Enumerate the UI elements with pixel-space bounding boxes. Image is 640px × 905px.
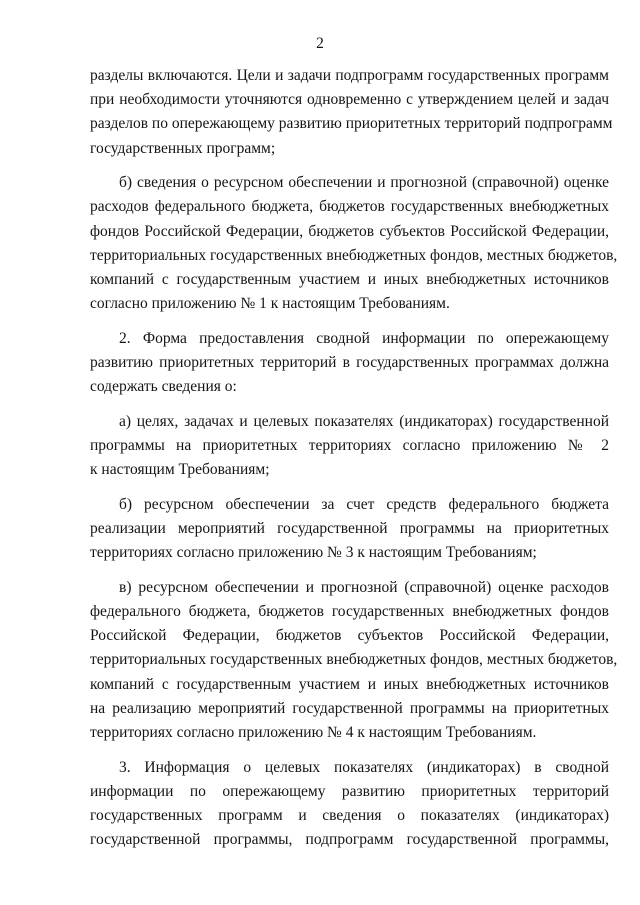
- text-line: развитию приоритетных территорий в государственных программах должна: [90, 354, 609, 372]
- text-line: федерального бюджета, бюджетов государственных внебюджетных фондов: [90, 603, 609, 621]
- paragraph: [90, 576, 618, 745]
- paragraph: [90, 756, 609, 853]
- text-line: разделов по опережающему развитию приоритетных территорий подпрограмм: [90, 115, 613, 133]
- text-line: Российской Федерации, бюджетов субъектов Российской Федерации,: [90, 627, 609, 645]
- text-line: территориальных государственных внебюджетных фондов, местных бюджетов,: [90, 246, 618, 264]
- text-line: фондов Российской Федерации, бюджетов субъектов Российской Федерации,: [90, 222, 609, 240]
- text-line: б) ресурсном обеспечении за счет средств федерального бюджета: [119, 495, 609, 513]
- text-line: а) целях, задачах и целевых показателях (индикаторах) государственной: [119, 412, 609, 430]
- document-body: [90, 64, 618, 852]
- text-line: реализации мероприятий государственной программы на приоритетных: [90, 520, 609, 538]
- paragraph: [90, 327, 609, 400]
- text-line: к настоящим Требованиям;: [90, 461, 270, 479]
- text-line: б) сведения о ресурсном обеспечении и прогнозной (справочной) оценке: [119, 174, 609, 192]
- text-line: информации по опережающему развитию приоритетных территорий: [90, 782, 609, 800]
- text-line: расходов федерального бюджета, бюджетов государственных внебюджетных: [90, 198, 609, 216]
- paragraph-gap: [90, 565, 609, 575]
- paragraph-gap: [90, 316, 609, 326]
- text-line: разделы включаются. Цели и задачи подпрограмм государственных программ: [90, 67, 609, 84]
- paragraph: [90, 410, 609, 483]
- text-line: при необходимости уточняются одновременно с утверждением целей и задач: [90, 91, 609, 109]
- text-line: на реализацию мероприятий государственной программы на приоритетных: [90, 699, 609, 717]
- page-number: 2: [316, 35, 324, 52]
- paragraph: [90, 493, 609, 566]
- paragraph-gap: [90, 745, 609, 755]
- paragraph-gap: [90, 399, 609, 409]
- text-line: компаний с государственным участием и иных внебюджетных источников: [90, 675, 609, 693]
- text-line: государственных программ и сведения о показателях (индикаторах): [90, 807, 609, 825]
- text-line: государственной программы, подпрограмм государственной программы,: [90, 831, 609, 849]
- paragraph-gap: [90, 161, 609, 171]
- text-line: компаний с государственным участием и иных внебюджетных источников: [90, 271, 609, 289]
- paragraph: [90, 64, 613, 161]
- text-line: 2. Форма предоставления сводной информации по опережающему: [119, 329, 609, 347]
- text-line: 3. Информация о целевых показателях (индикаторах) в сводной: [119, 758, 609, 776]
- text-line: программы на приоритетных территориях согласно приложению № 2: [90, 437, 609, 455]
- text-line: территориальных государственных внебюджетных фондов, местных бюджетов,: [90, 651, 618, 669]
- text-line: территориях согласно приложению № 4 к настоящим Требованиям.: [90, 724, 537, 742]
- paragraph-gap: [90, 482, 609, 492]
- text-line: согласно приложению № 1 к настоящим Требованиям.: [90, 295, 450, 313]
- text-line: государственных программ;: [90, 139, 276, 157]
- text-line: в) ресурсном обеспечении и прогнозной (справочной) оценке расходов: [119, 578, 609, 596]
- paragraph: [90, 171, 618, 316]
- text-line: содержать сведения о:: [90, 378, 237, 396]
- text-line: территориях согласно приложению № 3 к настоящим Требованиям;: [90, 544, 537, 562]
